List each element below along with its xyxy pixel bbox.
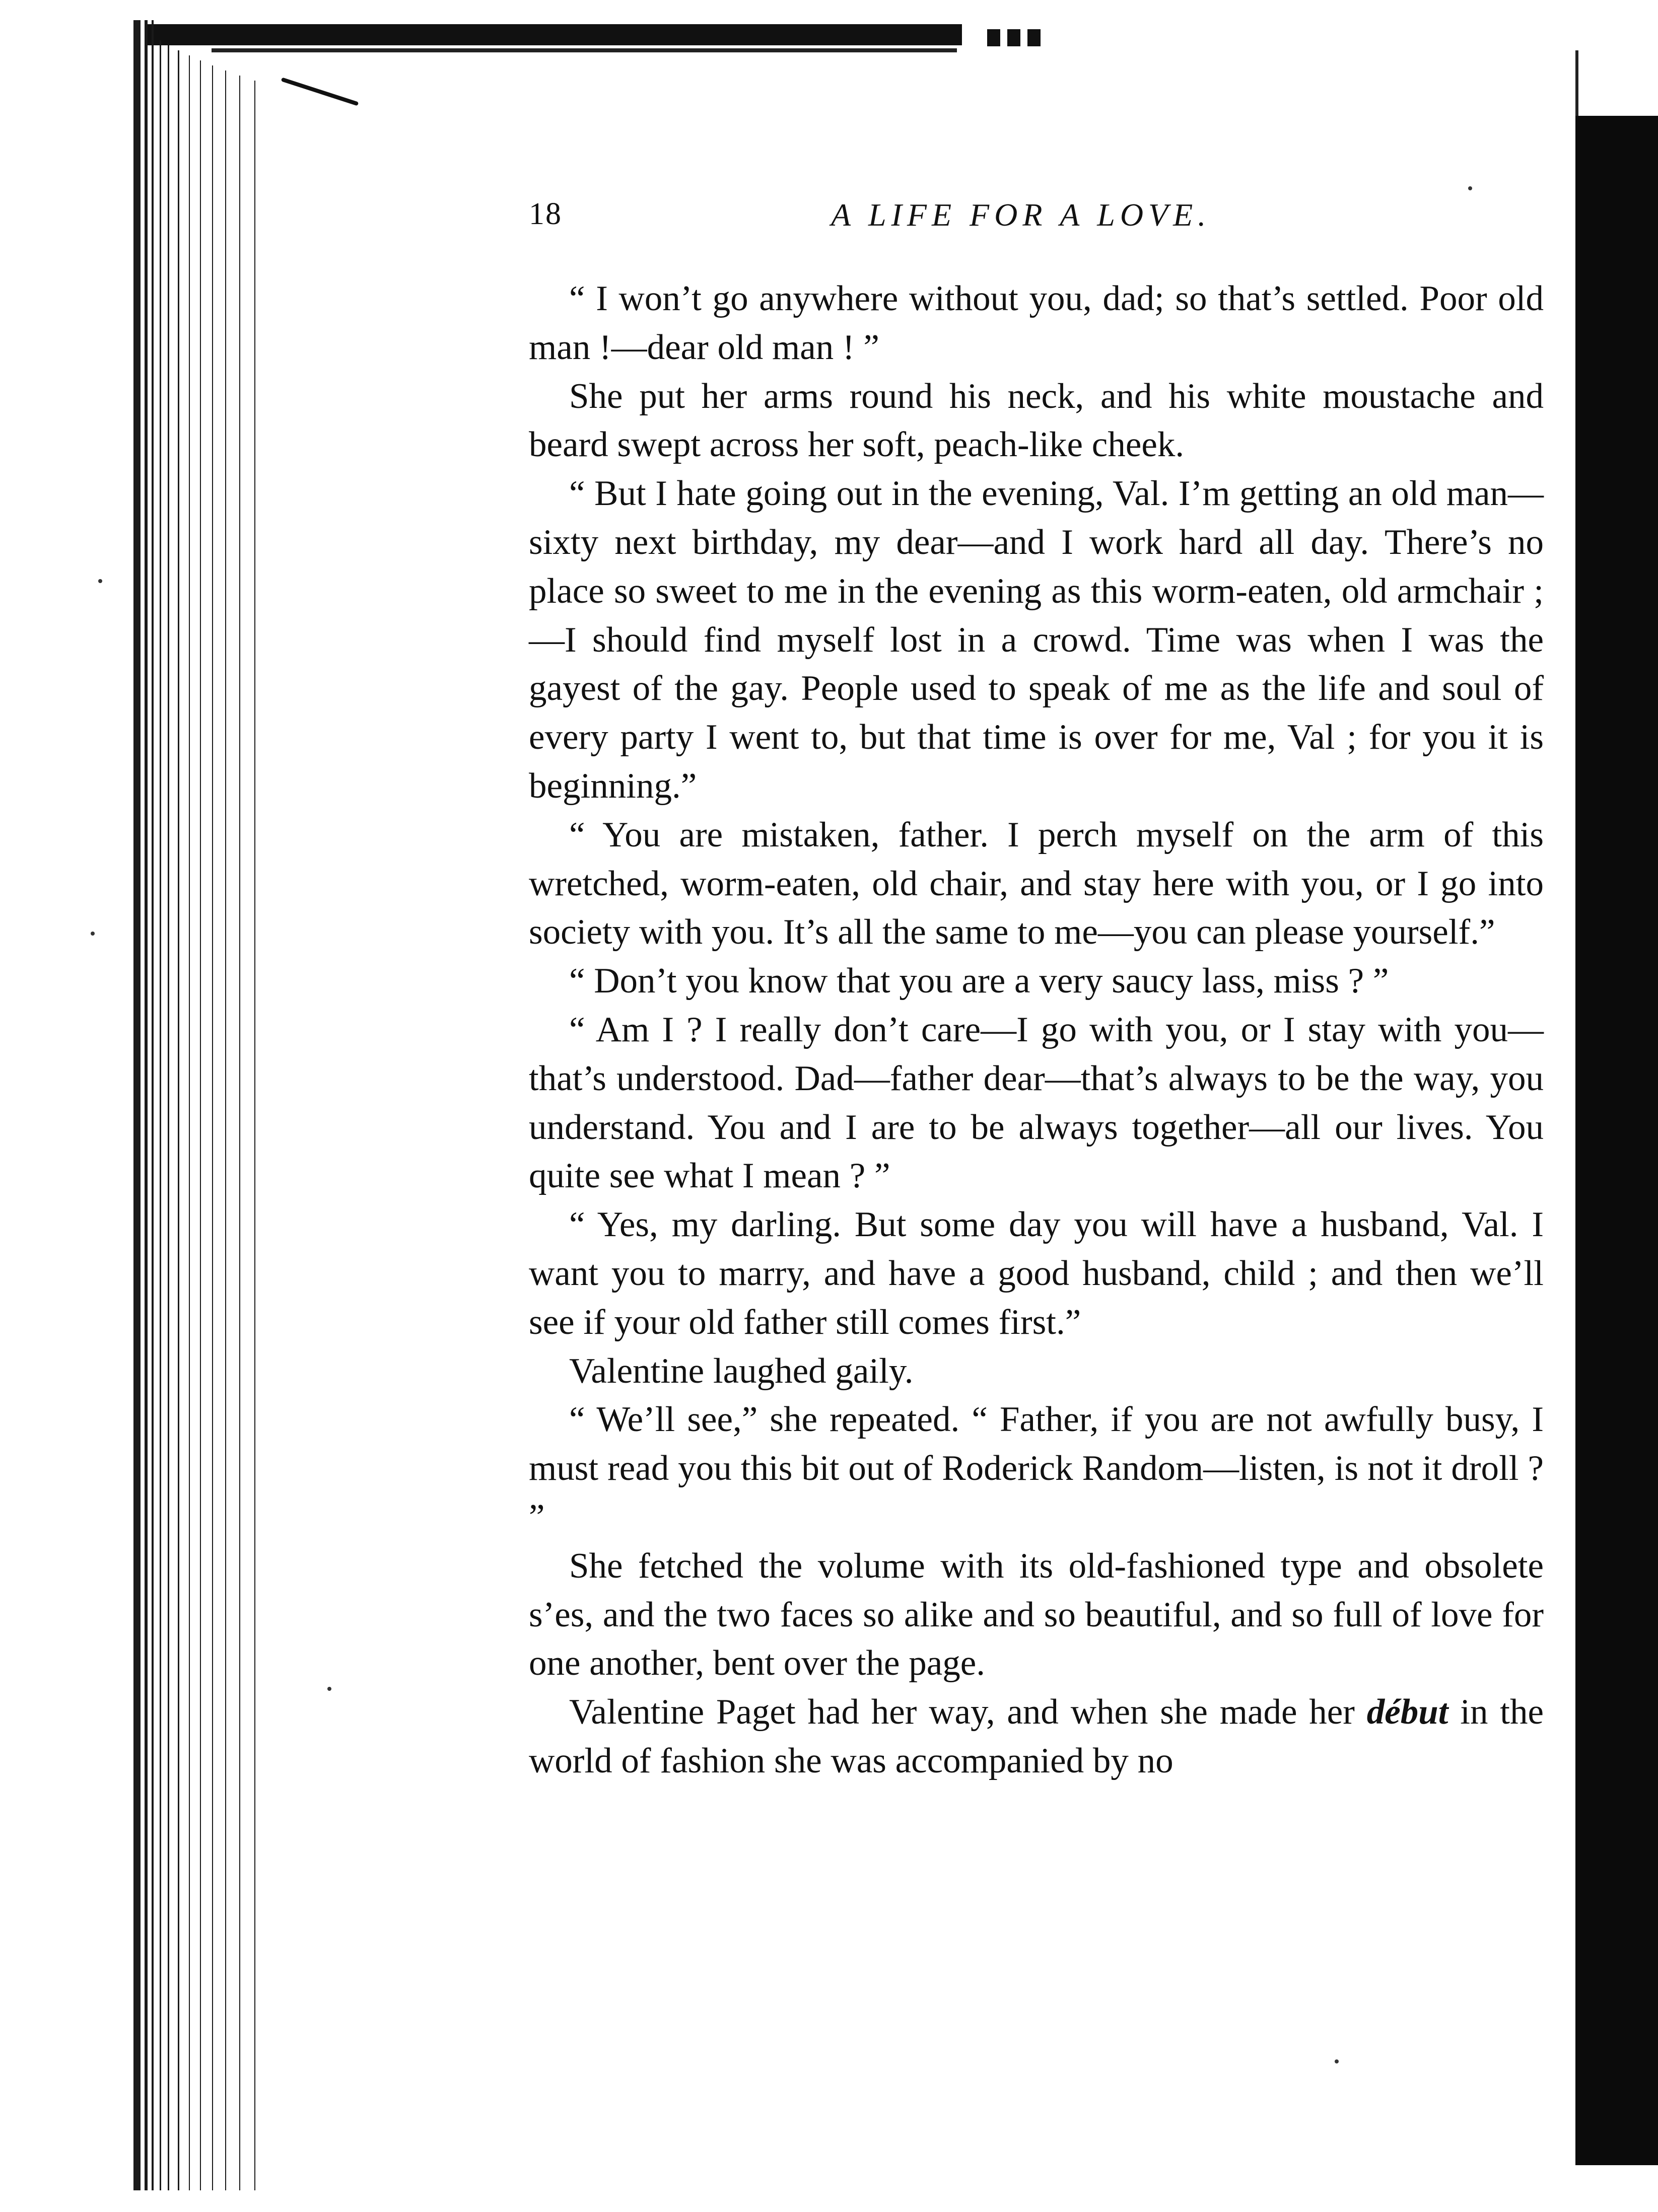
paragraph-last <box>529 1688 1544 1786</box>
scan-mark <box>987 29 1000 46</box>
paragraph: “ You are mistaken, father. I perch myself on the arm of this wretched, worm-eaten, old chair, and stay here with you, or I go into society with you. It’s all the same to me—you can please yourself.” <box>529 815 1544 952</box>
page-stack-edges <box>133 20 269 2190</box>
paragraph: “ We’ll see,” she repeated. “ Father, if you are not awfully busy, I must read you this bit out of Roderick Random—listen, is not it droll ? ” <box>529 1400 1544 1537</box>
paragraph-segment: Valentine Paget had her way, and when she made her <box>569 1692 1355 1732</box>
scan-speck <box>91 932 95 936</box>
debut-word: début <box>1366 1692 1448 1732</box>
paragraph: She fetched the volume with its old-fashioned type and obsolete s’es, and the two faces so alike and so beautiful, and so full of love for one another, bent over the page. <box>529 1546 1544 1683</box>
paragraph: Valentine laughed gaily. <box>569 1351 914 1391</box>
paragraph: “ Yes, my darling. But some day you will have a husband, Val. I want you to marry, and have a good husband, child ; and then we’ll see if your old father still comes first.” <box>529 1205 1544 1342</box>
scan-top-edge-inner <box>212 48 957 52</box>
scan-mark <box>1007 29 1020 46</box>
scan-speck <box>1335 2059 1339 2063</box>
scan-mark <box>1027 29 1041 46</box>
paragraph: She put her arms round his neck, and his white moustache and beard swept across her soft, peach-like cheek. <box>529 376 1544 465</box>
paragraph: “ Am I ? I really don’t care—I go with you, or I stay with you—that’s understood. Dad—father dear—that’s always to be the way, you understand. You and I are to be always together—all our lives. You quite see what I mean ? ” <box>529 1010 1544 1196</box>
body-text <box>529 274 1544 1786</box>
scan-scratch <box>281 77 359 106</box>
paragraph: “ Don’t you know that you are a very saucy lass, miss ? ” <box>569 961 1389 1001</box>
scan-right-edge <box>1575 116 1658 2165</box>
paragraph: “ But I hate going out in the evening, Val. I’m getting an old man—sixty next birthday, my dear—and I work hard all day. There’s no place so sweet to me in the evening as this worm-eaten, old armchair ;—I should find myself lost in a crowd. Time was when I was the gayest of the gay. People used to speak of me as the life and soul of every party I went to, but that time is over for me, Val ; for you it is beginning.” <box>529 474 1544 806</box>
running-title: A LIFE FOR A LOVE. <box>831 197 1211 233</box>
scan-right-edge-line <box>1575 50 1578 121</box>
paragraph: “ I won’t go anywhere without you, dad; so that’s settled. Poor old man !—dear old man ! ” <box>529 279 1544 367</box>
scan-speck <box>327 1687 331 1691</box>
page-header <box>529 196 1546 242</box>
scan-speck <box>98 579 102 583</box>
scan-speck <box>1468 186 1472 190</box>
page-number: 18 <box>529 197 562 231</box>
paragraph-segment: in the world of fashion she was accompanied by no <box>529 1692 1544 1780</box>
